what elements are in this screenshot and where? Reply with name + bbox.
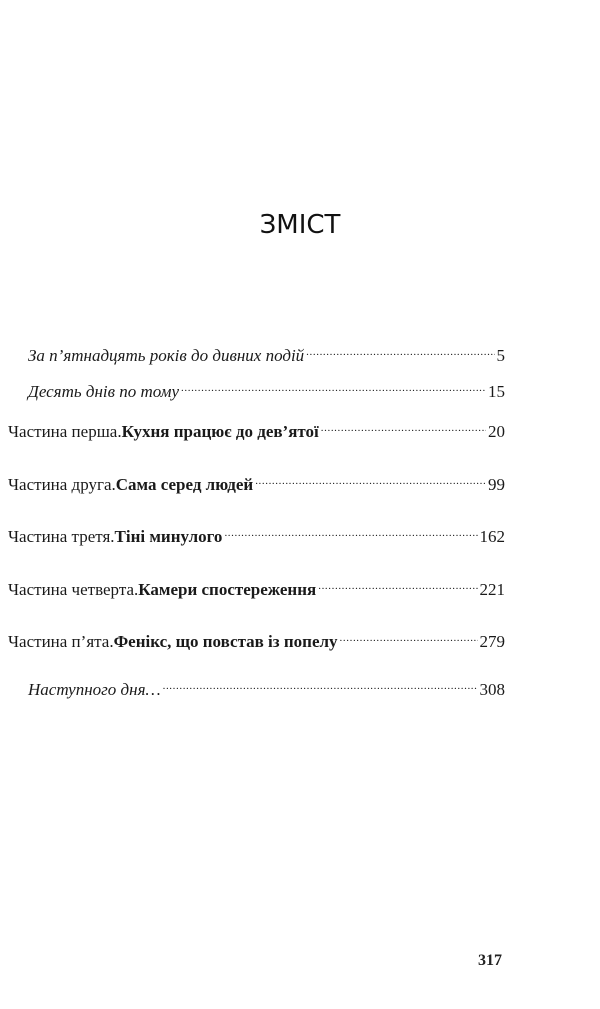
entry-page: 308 [479,680,505,699]
entry-title: Кухня працює до дев’ятої [121,422,319,441]
part-prefix: Частина друга. [8,475,116,494]
entry-title: Сама серед людей [115,475,254,494]
dot-leader [340,633,478,647]
toc-entry [8,631,505,653]
entry-page: 20 [488,422,505,441]
dot-leader [321,423,486,437]
dot-leader [306,347,494,361]
page-number: 317 [478,952,502,969]
entry-title: Тіні минулого [114,527,223,546]
entry-title: Наступного дня… [28,680,161,699]
entry-title: Десять днів по тому [28,382,180,401]
entry-title: Фенікс, що повстав із попелу [113,632,338,651]
toc-entry [8,474,505,496]
entry-title: Камери спостереження [138,580,317,599]
toc-entry [28,345,505,367]
dot-leader [224,528,477,542]
toc-entry [8,579,505,601]
entry-title: За п’ятнадцять років до дивних подій [28,346,305,365]
dot-leader [255,476,486,490]
toc-entry [28,679,505,701]
part-prefix: Частина четверта. [8,580,139,599]
entry-page: 279 [479,632,505,651]
dot-leader [318,581,477,595]
entry-page: 221 [479,580,505,599]
part-prefix: Частина перша. [8,422,122,441]
page-title: ЗМІСТ [259,210,341,240]
toc-entry [8,526,505,548]
dot-leader [163,681,478,695]
entry-page: 15 [488,382,505,401]
entry-page: 162 [479,527,505,546]
dot-leader [181,383,486,397]
toc-entry [28,381,505,403]
entry-page: 99 [488,475,505,494]
entry-page: 5 [496,346,505,365]
part-prefix: Частина п’ята. [8,632,114,651]
toc-entry [8,421,505,443]
part-prefix: Частина третя. [8,527,115,546]
